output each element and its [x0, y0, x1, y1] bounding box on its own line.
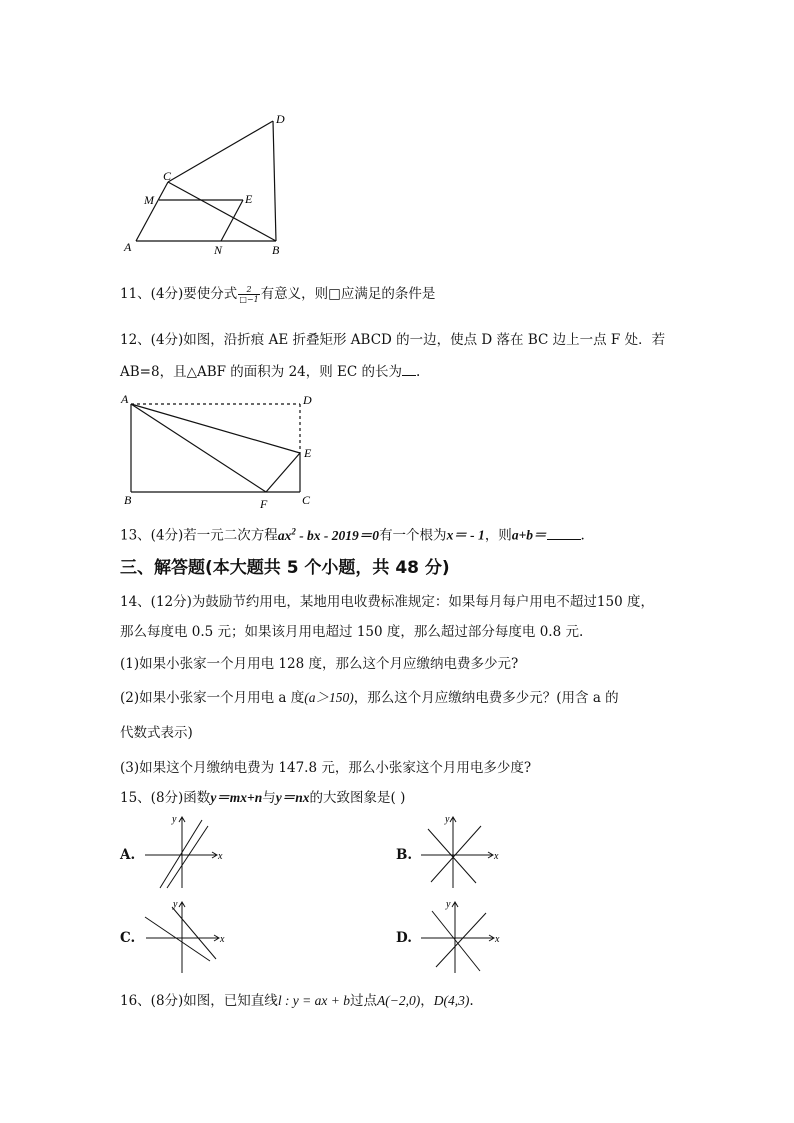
axis-y-label: y [446, 899, 451, 910]
label-a: A [121, 392, 129, 406]
question-13 [120, 522, 585, 545]
label-d: D [303, 393, 312, 407]
root: x＝ - 1 [446, 527, 485, 543]
segment-af [131, 404, 266, 492]
function-1: y＝mx+n [210, 790, 263, 805]
label-n: N [214, 243, 223, 257]
axis-x-label: x [220, 934, 225, 945]
option-a-label[interactable]: A. [120, 847, 136, 863]
line-2 [432, 911, 480, 971]
section-title: 三、解答题(本大题共 5 个小题，共 48 分) [120, 558, 450, 578]
axis-y-label: y [445, 814, 450, 825]
segment-db [273, 121, 276, 241]
q13-end: . [580, 527, 585, 544]
option-b-label[interactable]: B. [396, 847, 413, 863]
q11-suffix: 有意义，则□应满足的条件是 [260, 286, 436, 302]
fraction [238, 285, 259, 304]
line-1 [145, 917, 210, 961]
question-16 [120, 992, 474, 1010]
q16-text: 16、(8分)如图，已知直线 [120, 993, 278, 1009]
label-c: C [163, 169, 172, 183]
a-plus-b: a+b＝ [511, 527, 547, 543]
option-d-label[interactable]: D. [396, 930, 412, 946]
eq-square: 2 [291, 526, 296, 536]
question-12-line1: 12、(4分)如图，沿折痕 AE 折叠矩形 ABCD 的一边，使点 D 落在 BC 边上一点 F 处．若 [120, 332, 666, 348]
label-b: B [272, 243, 280, 257]
q13-text: 13、(4分)若一元二次方程 [120, 527, 278, 544]
option-c-label[interactable]: C. [120, 930, 136, 946]
q14-p2-text: (2)如果小张家一个月用电 a 度 [120, 690, 305, 706]
label-e: E [304, 446, 312, 460]
label-c: C [302, 493, 311, 507]
q15-mid: 与 [262, 790, 276, 806]
question-11 [120, 285, 435, 304]
line-2 [428, 829, 476, 883]
segment-ae [131, 404, 300, 453]
option-b-graph[interactable] [418, 812, 508, 892]
axis-x-label: x [495, 934, 500, 945]
point-d: D(4,3) [433, 993, 470, 1008]
point-a: A(−2,0) [377, 993, 421, 1008]
question-14-part3: (3)如果这个月缴纳电费为 147.8 元，那么小张家这个月用电多少度? [120, 760, 532, 776]
q16-mid: 过点 [350, 993, 378, 1009]
axis-y-label: y [172, 814, 177, 825]
q12-text: AB=8，且△ABF 的面积为 24，则 EC 的长为 [120, 364, 403, 380]
line-2 [172, 907, 216, 959]
segment-cd [168, 121, 273, 182]
q13-mid: 有一个根为 [379, 527, 447, 544]
option-a-graph[interactable] [140, 812, 230, 892]
q12-end: . [416, 364, 421, 380]
answer-blank[interactable] [547, 527, 581, 540]
axis-x-label: x [494, 851, 499, 862]
line-1 [160, 820, 202, 888]
equation [278, 528, 379, 543]
line-1 [431, 826, 481, 882]
eq-rest: - bx - 2019＝0 [295, 527, 380, 543]
answer-blank[interactable] [402, 363, 416, 376]
q14-p2-suffix: ，那么这个月应缴纳电费多少元？(用含 a 的 [353, 690, 619, 706]
question-14-part2 [120, 689, 619, 707]
line-1 [436, 913, 486, 967]
fraction-numerator: 2 [238, 285, 259, 295]
label-a: A [124, 240, 132, 254]
q11-text: 11、(4分)要使分式 [120, 286, 238, 302]
label-m: M [144, 193, 154, 207]
question-12-line2 [120, 363, 420, 381]
axis-x-label: x [218, 851, 223, 862]
label-f: F [260, 497, 268, 511]
option-c-graph[interactable] [140, 895, 230, 975]
segment-ac [136, 182, 168, 241]
question-14-line1: 14、(12分)为鼓励节约用电，某地用电收费标准规定：如果每月每户用电不超过150 度， [120, 594, 654, 610]
label-e: E [245, 192, 253, 206]
fraction-denominator: □−1 [239, 295, 259, 304]
q16-sep: ， [420, 993, 434, 1009]
condition: (a＞150) [304, 690, 354, 705]
eq-ax: ax [277, 527, 292, 543]
line-equation: l : y = ax + b [277, 993, 351, 1008]
function-2: y＝nx [275, 790, 310, 805]
label-d: D [276, 112, 285, 126]
question-14-part2-line2: 代数式表示) [120, 725, 193, 741]
option-d-graph[interactable] [418, 895, 508, 975]
q15-text: 15、(8分)函数 [120, 790, 211, 806]
q15-suffix: 的大致图象是( ) [309, 790, 406, 806]
line-2 [167, 826, 208, 888]
segment-cb [168, 182, 276, 241]
question-15 [120, 789, 405, 807]
label-b: B [124, 493, 132, 507]
segment-fe [266, 453, 300, 492]
axis-y-label: y [173, 899, 178, 910]
question-14-line2: 那么每度电 0.5 元；如果该月用电超过 150 度，那么超过部分每度电 0.8 元. [120, 624, 584, 640]
figure-parallelogram [118, 108, 298, 260]
question-14-part1: (1)如果小张家一个月用电 128 度，那么这个月应缴纳电费多少元? [120, 656, 519, 672]
q16-end: . [469, 993, 474, 1009]
figure-rectangle-fold [118, 388, 328, 513]
q13-ask: ，则 [484, 527, 512, 544]
